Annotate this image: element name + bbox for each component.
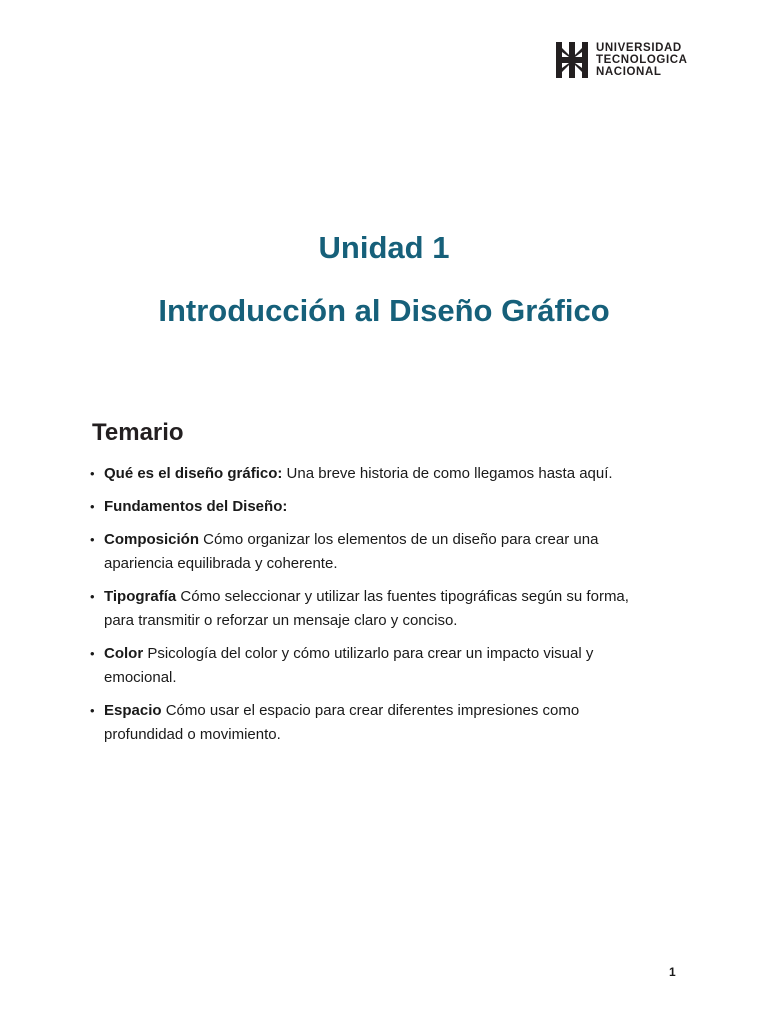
logo-text — [596, 42, 688, 78]
topic-description: Cómo seleccionar y utilizar las fuentes tipográficas según su forma, para transmitir o reforzar un mensaje claro y conciso. — [104, 588, 629, 629]
topic-name: Composición — [104, 531, 200, 548]
list-item — [90, 462, 660, 486]
section-heading: Temario — [92, 419, 184, 446]
topics-list — [90, 462, 660, 756]
list-item — [90, 642, 660, 690]
logo-line: NACIONAL — [596, 66, 662, 78]
university-logo — [556, 42, 688, 78]
topic-name: Color — [104, 645, 144, 662]
page-number: 1 — [669, 965, 676, 979]
bullet-icon: • — [90, 589, 95, 604]
bullet-icon: • — [90, 646, 95, 661]
topic-name: Tipografía — [104, 588, 177, 605]
topic-name: Espacio — [104, 702, 162, 719]
list-item — [90, 699, 660, 747]
bullet-icon: • — [90, 499, 95, 514]
document-title: Introducción al Diseño Gráfico — [158, 293, 610, 328]
topic-name: Qué es el diseño gráfico: — [104, 465, 283, 482]
topic-description: Psicología del color y cómo utilizarlo para crear un impacto visual y emocional. — [104, 645, 594, 686]
unit-title: Unidad 1 — [318, 230, 450, 265]
list-item — [90, 528, 660, 576]
topic-description: Cómo organizar los elementos de un diseño para crear una apariencia equilibrada y coherente. — [104, 531, 599, 572]
list-item — [90, 585, 660, 633]
logo-line: UNIVERSIDAD — [596, 42, 682, 54]
bullet-icon: • — [90, 532, 95, 547]
bullet-icon: • — [90, 466, 95, 481]
topic-description: Cómo usar el espacio para crear diferentes impresiones como profundidad o movimiento. — [104, 702, 580, 743]
logo-line: TECNOLOGICA — [596, 54, 688, 66]
topic-name: Fundamentos del Diseño: — [104, 498, 288, 515]
topic-description: Una breve historia de como llegamos hasta aquí. — [282, 465, 613, 482]
utn-logo-icon — [556, 42, 588, 78]
bullet-icon: • — [90, 703, 95, 718]
list-item — [90, 495, 660, 519]
